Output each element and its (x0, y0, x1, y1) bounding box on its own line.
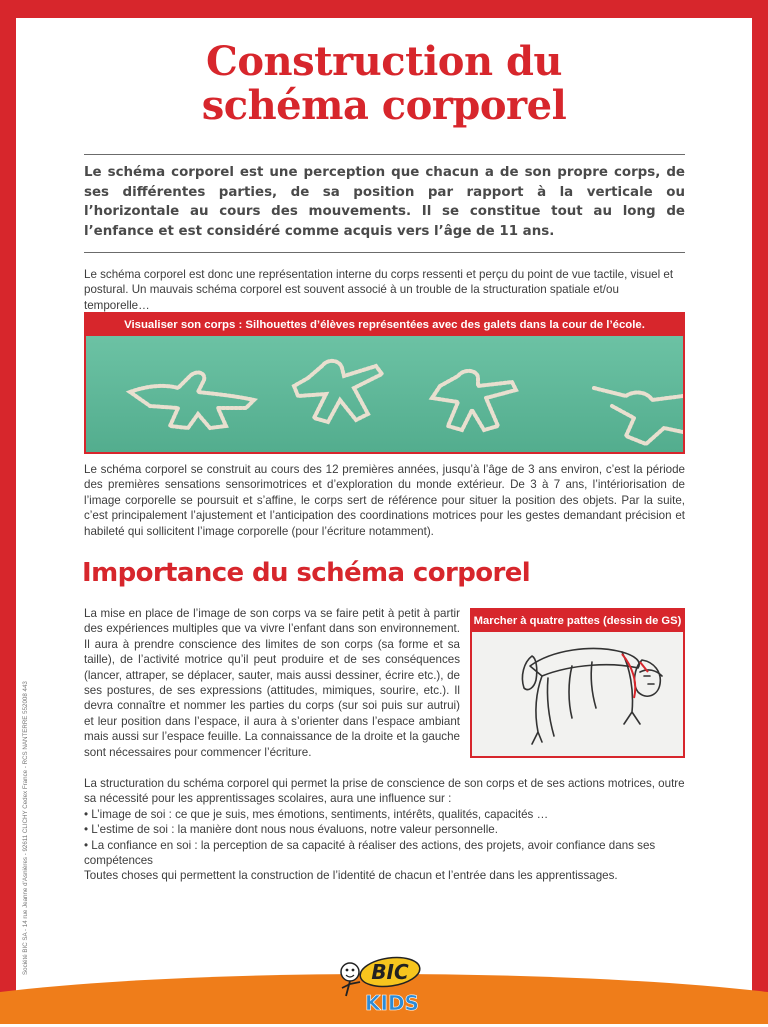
logo-brand-text: BIC (371, 960, 409, 984)
influence-intro: La structuration du schéma corporel qui permet la prise de conscience de son corps et de ses actions motrices, outre sa nécessité pour les apprentissages scolaires, aura une influence sur : (84, 777, 685, 806)
logo-sub-text: KIDS (365, 991, 419, 1015)
photo-caption: Visualiser son corps : Silhouettes d’élèves représentées avec des galets dans la cour de l’école. (124, 319, 645, 331)
divider-bottom (84, 252, 685, 253)
pebble-silhouettes-photo (86, 336, 683, 452)
child-drawing-illustration (472, 632, 683, 756)
paragraph-importance: La mise en place de l’image de son corps va se faire petit à petit à partir des expériences multiples que va vivre l’enfant dans son environnement. Il aura à prendre conscience des limites de son corps (sa forme et sa taille), de l’activité motrice qu’il peut produire et de ses conséquences (lancer, attraper, se déplacer, sauter, mais aussi dessiner, écrire etc.), de ses postures, de ses expressions (attitudes, mimiques, sourire, etc.). Il devra connaître et nommer les parties du corps (sur soi puis sur autrui) et leur position dans l’espace, il aura à s’orienter dans l’espace ambiant mais aussi sur l’espace feuille. La connaissance de la droite et la gauche sont nécessaires pour commencer l’écriture. (84, 607, 460, 759)
bullet-estime-de-soi: • L’estime de soi : la manière dont nous nous évaluons, notre valeur personnelle. (84, 823, 498, 837)
photo-figure (84, 312, 685, 454)
bullet-confiance-en-soi: • La confiance en soi : la perception de sa capacité à réaliser des actions, des projets, avoir confiance dans ses compétences (84, 838, 656, 868)
bic-kids-logo-mark (334, 952, 434, 1022)
paragraph-representation: Le schéma corporel est donc une représentation interne du corps ressenti et perçu du point de vue tactile, visuel et postural. Un mauvais schéma corporel est souvent associé à un trouble de la structuration spatiale et/ou temporelle… (84, 268, 674, 312)
bullet-image-de-soi: • L’image de soi : ce que je suis, mes émotions, sentiments, intérêts, qualités, capacités … (84, 807, 549, 821)
page-title (120, 40, 648, 128)
paragraph-development: Le schéma corporel se construit au cours des 12 premières années, jusqu’à l’âge de 3 ans environ, c’est la période des premières sensations sensorimotrices et d’exploration du monde extérieur. De 3 à 7 ans, l’intériorisation de l’image corporelle se poursuit et s’affine, le corps sert de référence pour situer la position des objets. Par la suite, c’est principalement l’ajustement et l’anticipation des coordinations motrices pour les gestes demandant précision et habileté qui sollicitent l’image corporelle (pour l’écriture notamment). (84, 463, 685, 538)
drawing-figure (470, 608, 685, 758)
left-border (0, 0, 16, 1024)
section-heading: Importance du schéma corporel (82, 558, 531, 588)
title-line-2: schéma corporel (201, 82, 567, 129)
legal-side-text: Société BIC SA - 14 rue Jeanne d’Asnières - 92611 CLICHY Cedex France - RCS NANTERRE 552008 443 (22, 681, 29, 975)
title-line-1: Construction du (205, 38, 562, 85)
divider-top (84, 154, 685, 155)
child-drawing (472, 632, 683, 756)
pebble-silhouettes-illustration (86, 336, 683, 452)
bic-kids-logo (334, 952, 434, 1022)
influence-closing: Toutes choses qui permettent la construction de l’identité de chacun et l’entrée dans les apprentissages. (84, 869, 618, 883)
influence-section (84, 776, 685, 884)
drawing-caption: Marcher à quatre pattes (dessin de GS) (473, 615, 682, 627)
top-border (0, 0, 768, 18)
intro-paragraph: Le schéma corporel est une perception que chacun a de son propre corps, de ses différentes parties, de sa position par rapport à la verticale ou l’horizontale au cours des mouvements. Il se constitue tout au long de l’enfance et est considéré comme acquis vers l’âge de 11 ans. (84, 165, 685, 239)
right-border (752, 0, 768, 1024)
